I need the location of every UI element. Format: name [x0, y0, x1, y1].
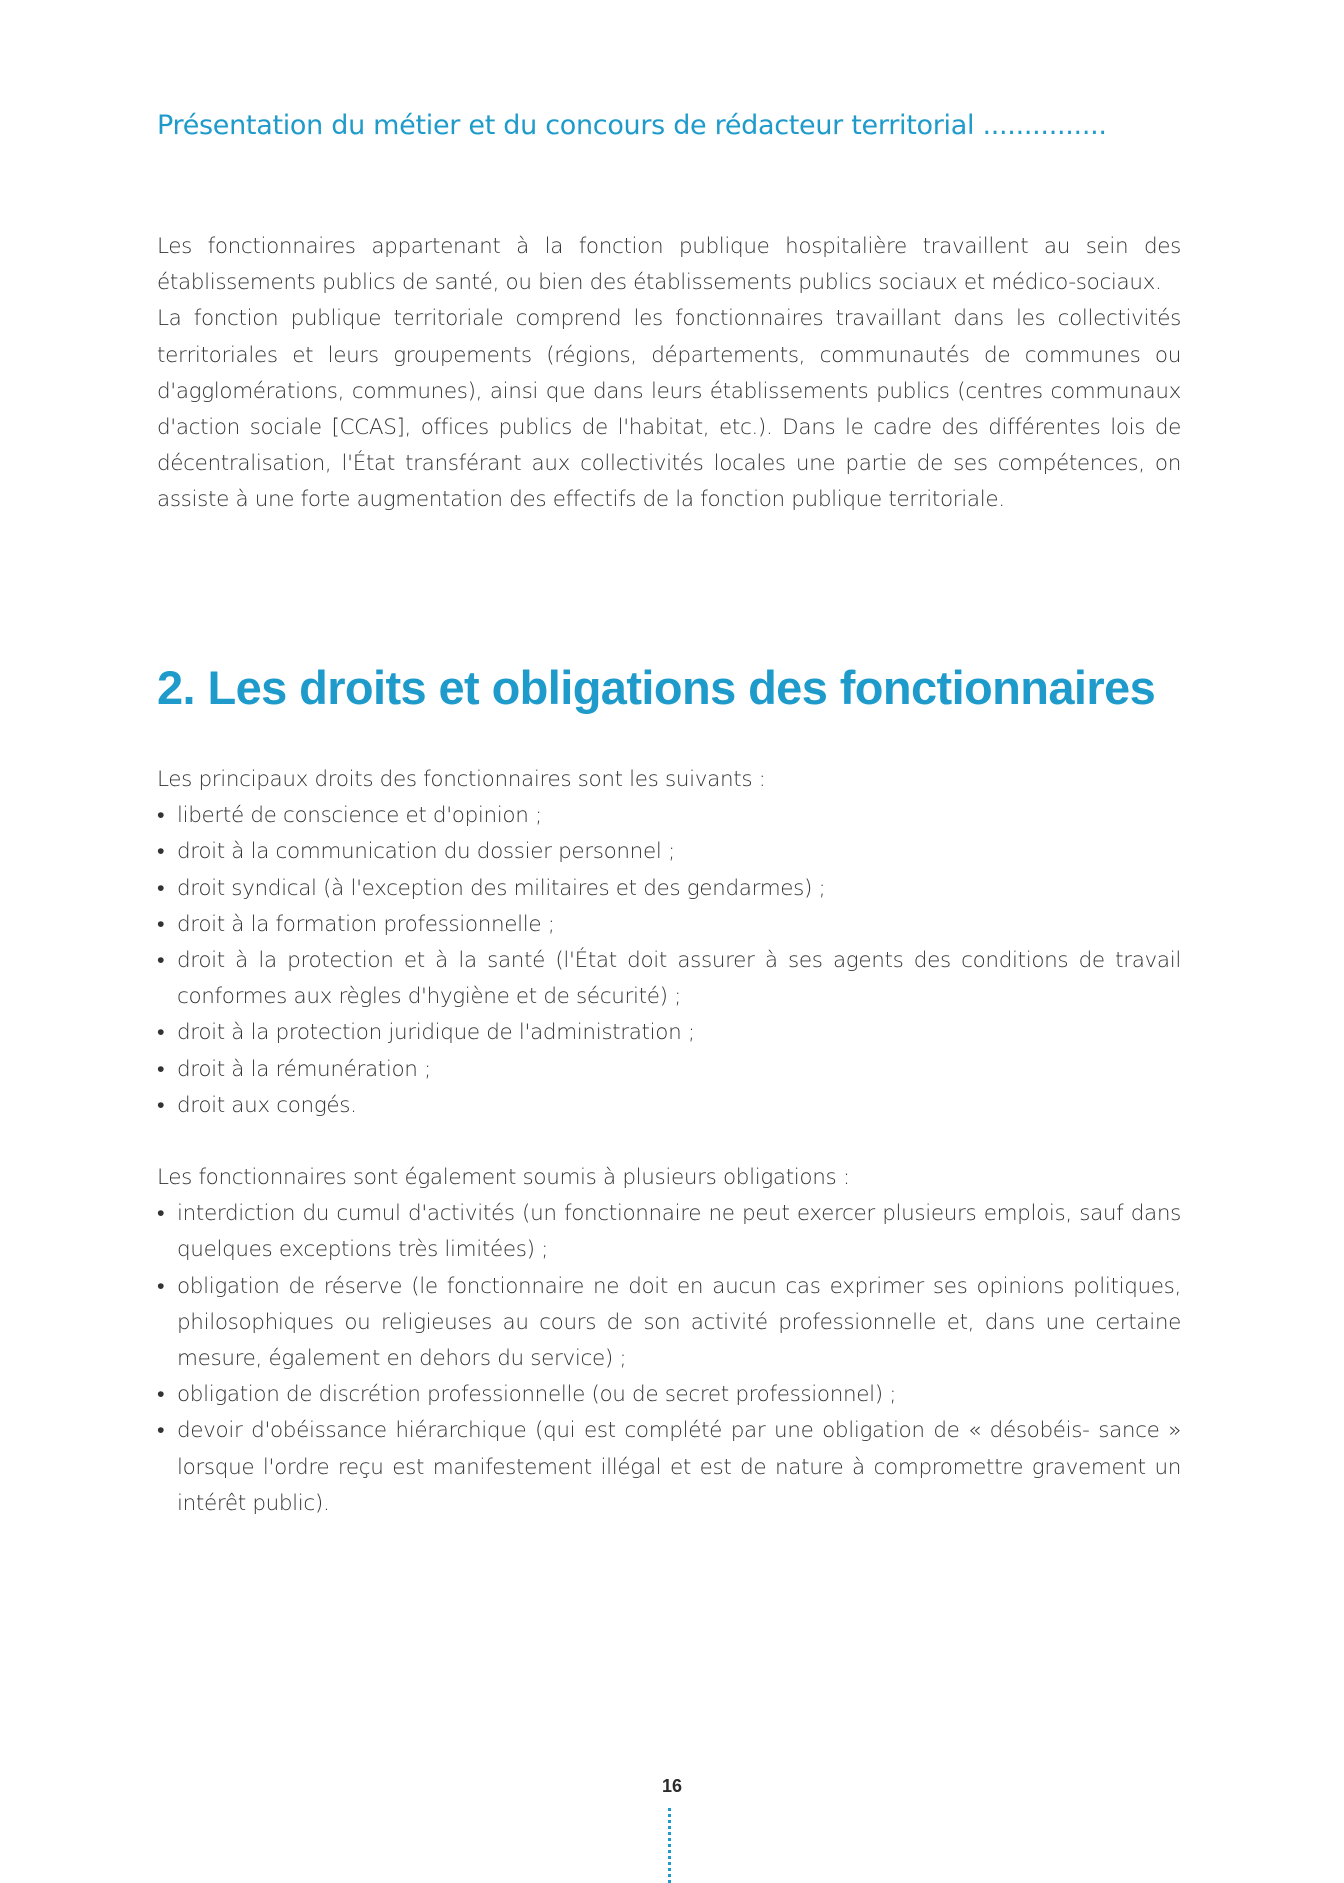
running-header-leader-dots: ............... [982, 110, 1107, 141]
list-item-text: droit à la formation professionnelle ; [177, 911, 555, 937]
list-item-text: obligation de discrétion professionnelle (ou de secret professionnel) ; [177, 1382, 897, 1408]
intro-paragraph-territorial: La fonction publique territoriale comprend les fonctionnaires travaillant dans les collectivités territoriales et leurs groupements (régions, départements, communautés de communes ou d'agglomérations, communes), ainsi que dans leurs établissements publics (centres communaux d'action sociale [CCAS], offices publics de l'habitat, etc.). Dans le cadre des différentes lois de décentralisation, l'État transférant aux collectivités locales une partie de ses compétences, on assiste à une forte augmentation des effectifs de la fonction publique territoriale. [157, 306, 1181, 513]
list-item-text: droit à la protection et à la santé (l'État doit assurer à ses agents des conditions de travail conformes aux règles d'hygiène et de sécurité) ; [177, 948, 1181, 1010]
list-item [157, 1413, 1181, 1522]
rights-list [157, 798, 1181, 1124]
bullet-icon: • [157, 1418, 165, 1444]
obligations-intro: Les fonctionnaires sont également soumis à plusieurs obligations : [157, 1165, 850, 1190]
bullet-icon: • [157, 1092, 165, 1118]
list-item-text: obligation de réserve (le fonctionnaire ne doit en aucun cas exprimer ses opinions politiques, philosophiques ou religieuses au cours de son activité professionnelle et, dans une certaine mesure, également en dehors du service) ; [177, 1273, 1181, 1372]
list-item [157, 1269, 1181, 1378]
list-item-text: interdiction du cumul d'activités (un fonctionnaire ne peut exercer plusieurs emplois, sauf dans quelques exceptions très limitées) ; [177, 1201, 1181, 1263]
list-item [157, 1015, 1181, 1051]
list-item [157, 1196, 1181, 1268]
footer-dotted-rule [668, 1808, 671, 1883]
bullet-icon: • [157, 875, 165, 901]
list-item-text: droit à la protection juridique de l'administration ; [177, 1020, 695, 1046]
list-item [157, 1088, 1181, 1124]
list-item [157, 943, 1181, 1015]
intro-section [157, 229, 1181, 519]
list-item [157, 907, 1181, 943]
list-item [157, 834, 1181, 870]
list-item-text: droit aux congés. [177, 1092, 357, 1118]
bullet-icon: • [157, 1382, 165, 1408]
list-item-text: devoir d'obéissance hiérarchique (qui est complété par une obligation de « désobéis- sance » lorsque l'ordre reçu est manifestement illégal et est de nature à compromettre gravement un intérêt public). [177, 1418, 1181, 1516]
intro-paragraph-hospital: Les fonctionnaires appartenant à la fonction publique hospitalière travaillent au sein des établissements publics de santé, ou bien des établissements publics sociaux et médico-sociaux. [157, 234, 1181, 296]
bullet-icon: • [157, 803, 165, 829]
obligations-list [157, 1196, 1181, 1522]
bullet-icon: • [157, 1273, 165, 1299]
list-item-text: droit à la communication du dossier personnel ; [177, 839, 675, 865]
rights-section [157, 762, 1181, 1124]
list-item [157, 871, 1181, 907]
list-item-text: liberté de conscience et d'opinion ; [177, 803, 542, 829]
bullet-icon: • [157, 948, 165, 974]
obligations-section [157, 1160, 1181, 1522]
list-item [157, 798, 1181, 834]
rights-intro: Les principaux droits des fonctionnaires sont les suivants : [157, 767, 766, 792]
page-number: 16 [661, 1776, 683, 1796]
bullet-icon: • [157, 911, 165, 937]
running-header [157, 110, 1187, 141]
list-item-text: droit à la rémunération ; [177, 1056, 431, 1082]
list-item [157, 1377, 1181, 1413]
bullet-icon: • [157, 1201, 165, 1227]
bullet-icon: • [157, 1020, 165, 1046]
list-item-text: droit syndical (à l'exception des militaires et des gendarmes) ; [177, 875, 826, 901]
section-title: 2. Les droits et obligations des fonctionnaires [157, 661, 1156, 714]
list-item [157, 1052, 1181, 1088]
bullet-icon: • [157, 839, 165, 865]
running-header-title: Présentation du métier et du concours de rédacteur territorial [157, 110, 975, 141]
bullet-icon: • [157, 1056, 165, 1082]
